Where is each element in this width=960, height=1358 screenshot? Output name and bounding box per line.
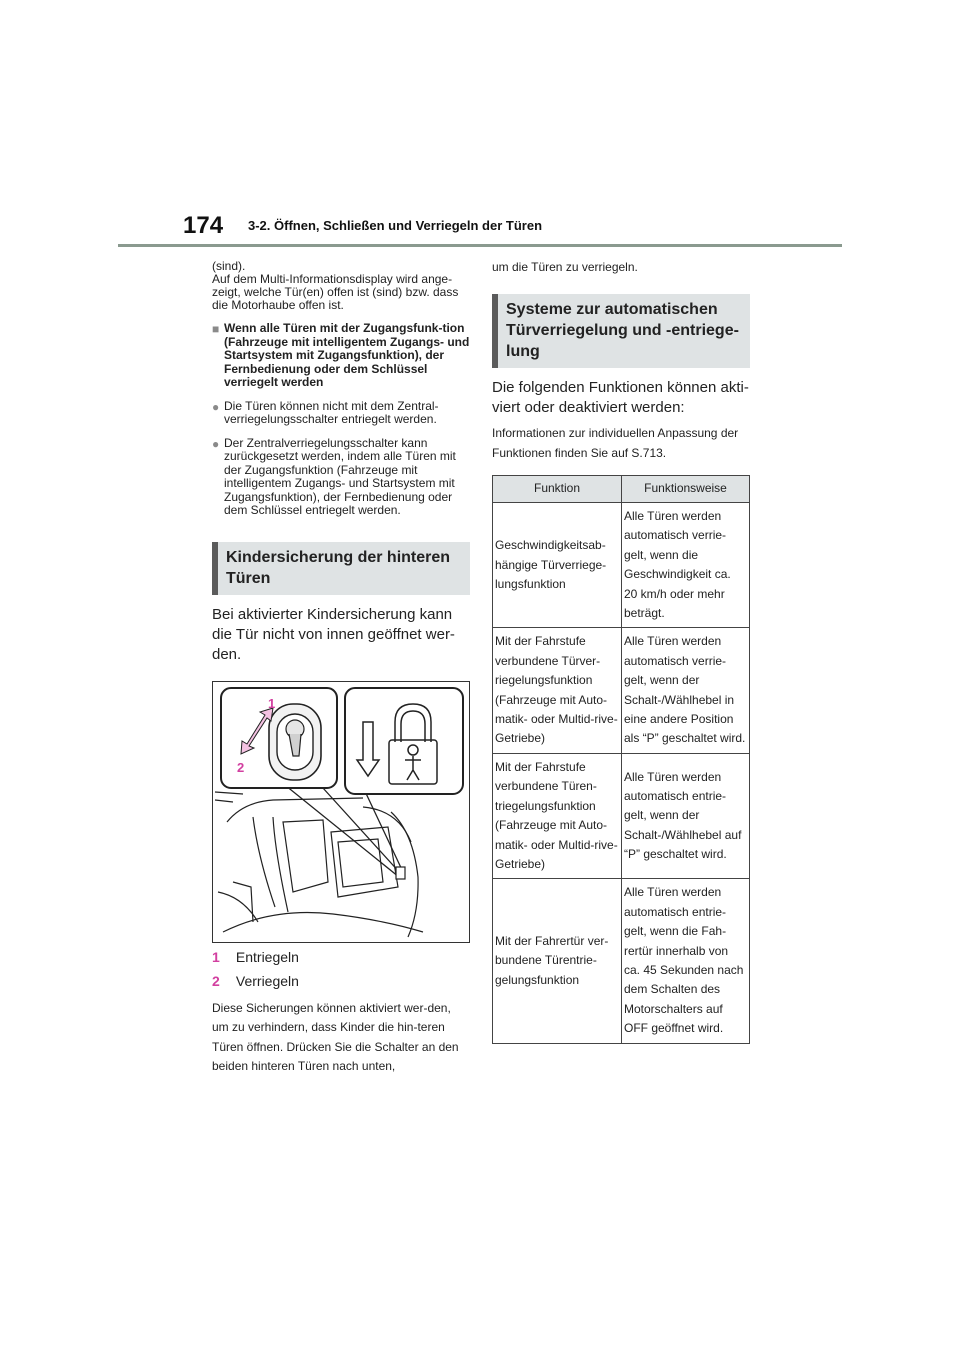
table-cell-function: Mit der Fahrstufe verbundene Türver-riegelungsfunktion (Fahrzeuge mit Auto-matik- oder Multid-rive-Getriebe) — [493, 628, 622, 753]
table-cell-operation: Alle Türen werden automatisch verrie-gelt, wenn die Geschwindigkeit ca. 20 km/h oder mehr beträgt. — [622, 503, 750, 628]
table-row — [493, 628, 750, 753]
section-heading-auto-lock: Systeme zur automatischen Türverriegelung und -entriege-lung — [492, 294, 750, 368]
table-cell-function: Geschwindigkeitsab-hängige Türverriege-lungsfunktion — [493, 503, 622, 628]
child-lock-illustration — [213, 682, 469, 942]
figure-label-1: 1 — [268, 695, 276, 711]
figure-label-2: 2 — [237, 759, 245, 775]
bullet-item — [212, 437, 470, 518]
auto-lock-lead: Die folgenden Funktionen können akti-viert oder deaktiviert werden: — [492, 379, 749, 416]
bullet-text: Der Zentralverriegelungsschalter kann zurückgesetzt werden, indem alle Türen mit der Zugangsfunktion (Fahrzeuge mit intelligentem Zugangs- und Startsystem mit Zugangsfunktion), der Fernbedienung oder dem Schlüssel entriegelt werden. — [224, 435, 456, 517]
legend-label: Entriegeln — [235, 948, 299, 965]
header-rule — [118, 244, 842, 247]
table-header-row — [493, 476, 750, 503]
child-lock-lead: Bei aktivierter Kindersicherung kann die Tür nicht von innen geöffnet wer-den. — [212, 605, 455, 663]
intro-line-1: (sind). — [212, 259, 246, 273]
legend-label: Verriegeln — [235, 972, 299, 989]
square-bullet-icon: ■ — [212, 322, 220, 336]
circle-bullet-icon: ● — [212, 399, 220, 414]
subhead — [212, 322, 470, 390]
section-title: 3-2. Öffnen, Schließen und Verriegeln der Türen — [248, 218, 543, 233]
legend-item — [212, 947, 470, 967]
table-header-function: Funktion — [493, 476, 622, 503]
intro-line-2: Auf dem Multi-Informationsdisplay wird ange-zeigt, welche Tür(en) offen ist (sind) bzw. dass die Motorhaube offen ist. — [212, 272, 459, 312]
table-cell-operation: Alle Türen werden automatisch entrie-gelt, wenn die Fah-rertür innerhalb von ca. 45 Sekunden nach dem Schalten des Motorschalters auf OFF geöffnet wird. — [622, 879, 750, 1043]
legend-number: 1 — [212, 948, 220, 965]
table-row — [493, 879, 750, 1043]
section-heading-child-lock: Kindersicherung der hinteren Türen — [212, 542, 470, 595]
continuation-text: um die Türen zu verriegeln. — [492, 260, 638, 274]
legend-number: 2 — [212, 972, 220, 989]
table-row — [493, 503, 750, 628]
auto-lock-note: Informationen zur individuellen Anpassung der Funktionen finden Sie auf S.713. — [492, 426, 739, 460]
table-cell-operation: Alle Türen werden automatisch verrie-gelt, wenn der Schalt-/Wählhebel in eine andere Position als “P” geschaltet wird. — [622, 628, 750, 753]
subhead-text: Wenn alle Türen mit der Zugangsfunk-tion (Fahrzeuge mit intelligentem Zugangs- und Startsystem mit Zugangsfunktion), der Fernbedienung oder dem Schlüssel verriegelt werden — [224, 321, 470, 389]
legend-item — [212, 971, 470, 991]
table-cell-function: Mit der Fahrertür ver-bundene Türentrie-gelungsfunktion — [493, 879, 622, 1043]
table-row — [493, 753, 750, 878]
table-cell-function: Mit der Fahrstufe verbundene Türen-triegelungsfunktion (Fahrzeuge mit Auto-matik- oder Multid-rive-Getriebe) — [493, 753, 622, 878]
functions-table — [492, 475, 750, 1044]
left-column — [212, 260, 470, 1077]
circle-bullet-icon: ● — [212, 436, 220, 451]
page-number: 174 — [183, 212, 224, 239]
child-lock-figure — [212, 681, 470, 943]
bullet-text: Die Türen können nicht mit dem Zentral-verriegelungsschalter entriegelt werden. — [224, 398, 439, 426]
table-header-operation: Funktionsweise — [622, 476, 750, 503]
right-column — [492, 260, 750, 1044]
table-cell-operation: Alle Türen werden automatisch entrie-gelt, wenn der Schalt-/Wählhebel auf “P” geschaltet wird. — [622, 753, 750, 878]
child-lock-note: Diese Sicherungen können aktiviert wer-den, um zu verhindern, dass Kinder die hin-teren Türen öffnen. Drücken Sie die Schalter an den beiden hinteren Türen nach unten, — [212, 1000, 459, 1073]
bullet-item — [212, 400, 470, 427]
